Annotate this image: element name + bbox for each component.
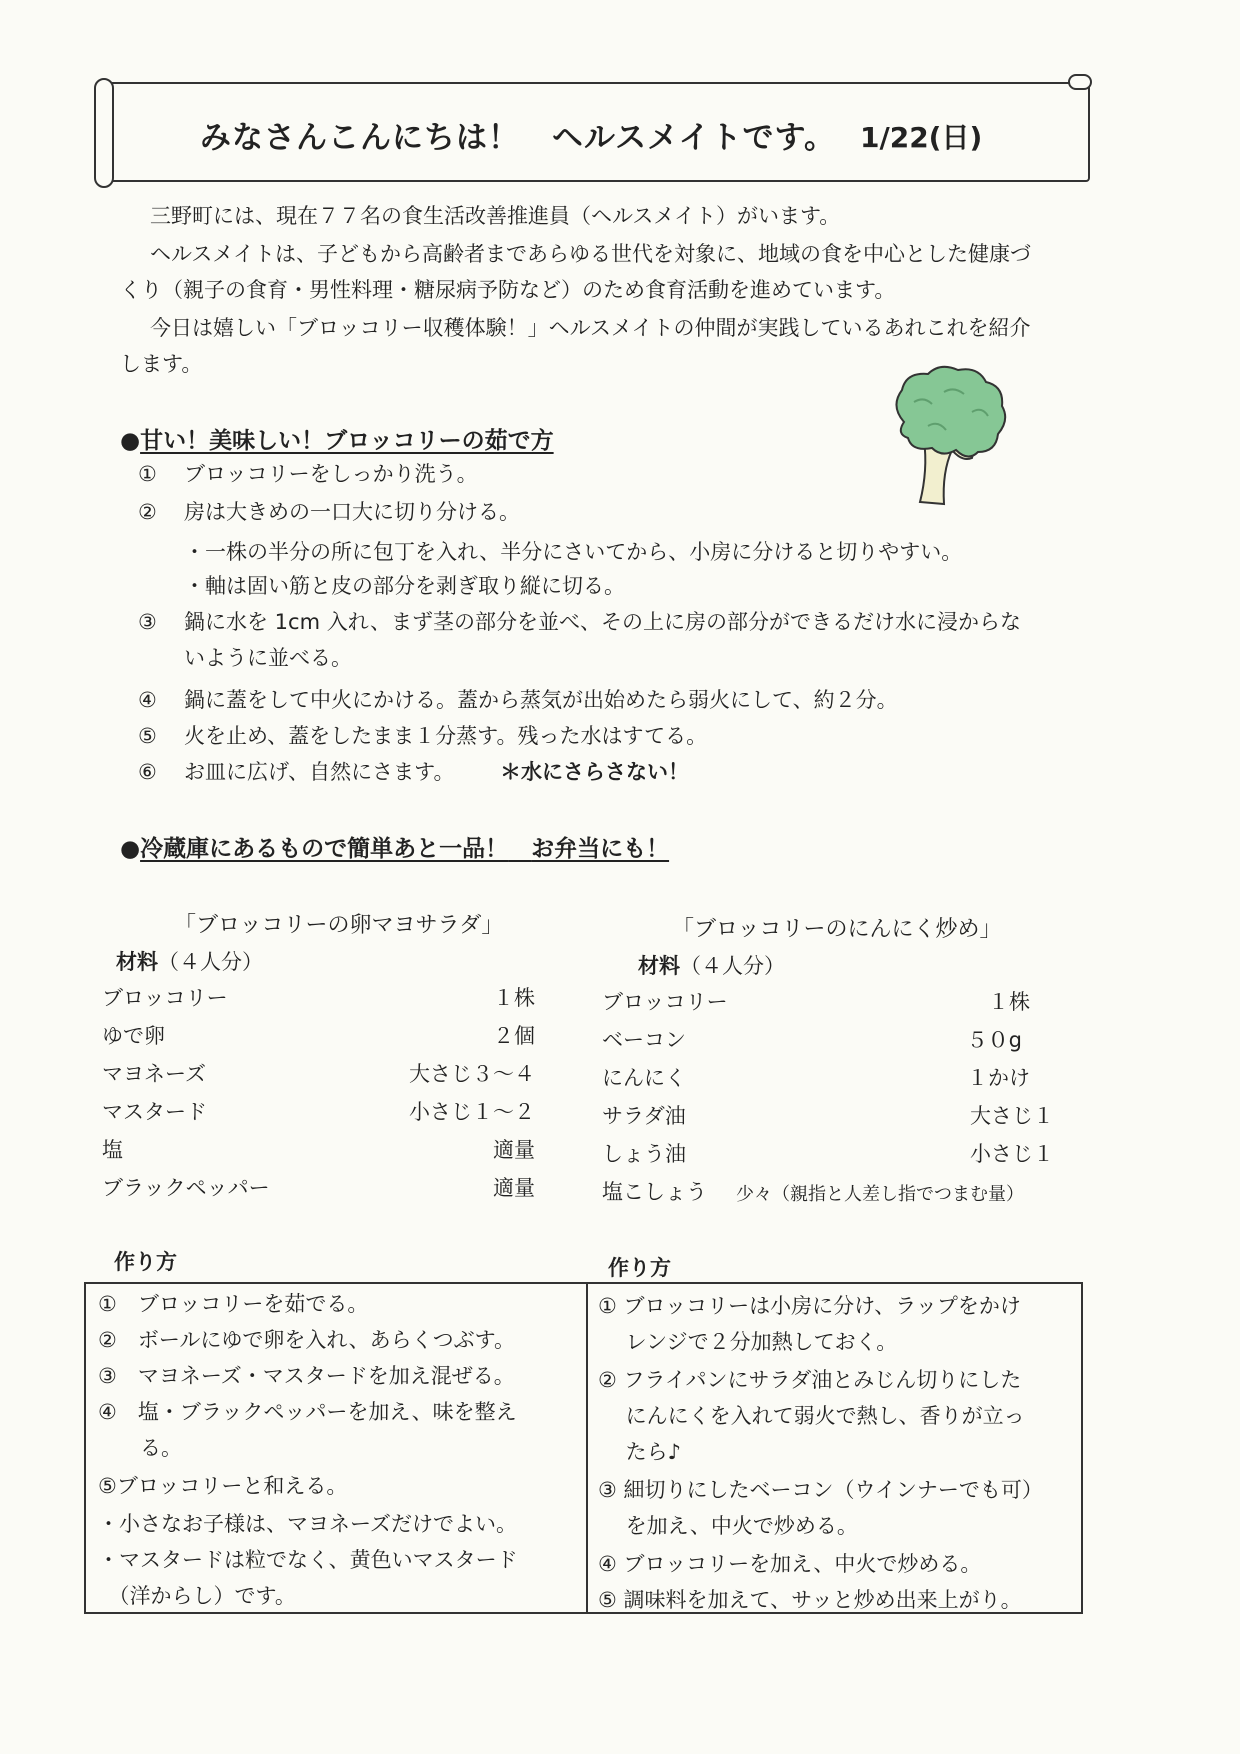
step-subnote: ・一株の半分の所に包丁を入れ、半分にさいてから、小房に分けると切りやすい。 (184, 540, 963, 564)
method-step: ① ブロッコリーは小房に分け、ラップをかけ (598, 1294, 1021, 1318)
method-note: ・小さなお子様は、マヨネーズだけでよい。 (98, 1512, 517, 1536)
step-continuation: いように並べる。 (184, 646, 352, 670)
section-heading-boiling (120, 422, 554, 455)
ingredient-name: ブロッコリー (602, 990, 728, 1014)
method-step: レンジで２分加熱しておく。 (598, 1330, 898, 1354)
ingredient-amount: １株 (493, 986, 535, 1010)
ingredient-amount: 小さじ１ (970, 1142, 1054, 1166)
ingredient-amount: 少々（親指と人差し指でつまむ量） (736, 1184, 1024, 1205)
method-step: ⑤ 調味料を加えて、サッと炒め出来上がり。 (598, 1588, 1022, 1612)
ingredient-name: サラダ油 (602, 1104, 686, 1128)
broccoli-illustration (884, 362, 1014, 512)
intro-line-3: くり（親子の食育・男性料理・糖尿病予防など）のため食育活動を進めています。 (120, 278, 896, 302)
ingredient-amount: １かけ (967, 1066, 1030, 1090)
method-step: ④ 塩・ブラックペッパーを加え、味を整え (98, 1400, 517, 1424)
step-subnote: ・軸は固い筋と皮の部分を剥ぎ取り縦に切る。 (184, 574, 625, 598)
recipe1-ingredients-label: 材料（４人分） (116, 950, 263, 974)
step-item: ① ブロッコリーをしっかり洗う。 (138, 462, 478, 486)
ingredient-name: にんにく (602, 1066, 686, 1090)
method-note: ・マスタードは粒でなく、黄色いマスタード (98, 1548, 518, 1572)
ingredient-amount: ５０g (966, 1028, 1022, 1052)
section-bullet: ● (120, 836, 141, 862)
step-note: ＊水にさらさない！ (500, 760, 689, 784)
intro-line-4: 今日は嬉しい「ブロッコリー収穫体験！」ヘルスメイトの仲間が実践しているあれこれを紹介 (150, 316, 1031, 340)
intro-line-2: ヘルスメイトは、子どもから高齢者まであらゆる世代を対象に、地域の食を中心とした健康づ (150, 242, 1031, 266)
banner-scroll-roll-left (94, 78, 114, 188)
ingredient-amount: １株 (988, 990, 1030, 1014)
broccoli-icon (884, 362, 1014, 512)
section-bullet: ● (120, 428, 141, 454)
ingredient-amount: 小さじ１～２ (409, 1100, 535, 1124)
ingredient-name: 塩こしょう (602, 1180, 707, 1204)
ingredient-name: マスタード (102, 1100, 207, 1124)
page-title: みなさんこんにちは！ ヘルスメイトです。 (200, 120, 836, 156)
ingredient-amount: ２個 (493, 1024, 535, 1048)
ingredient-name: ブロッコリー (102, 986, 228, 1010)
method-step: ③ 細切りにしたベーコン（ウインナーでも可） (598, 1478, 1043, 1502)
recipe2-method-label: 作り方 (608, 1256, 671, 1280)
method-box-divider (586, 1282, 588, 1614)
ingredient-name: マヨネーズ (102, 1062, 206, 1086)
method-step: ⑤ブロッコリーと和える。 (98, 1474, 348, 1498)
recipe1-method-label: 作り方 (114, 1250, 177, 1274)
method-step: を加え、中火で炒める。 (598, 1514, 858, 1538)
ingredient-name: ゆで卵 (102, 1024, 165, 1048)
method-step: ① ブロッコリーを茹でる。 (98, 1292, 369, 1316)
method-step: ④ ブロッコリーを加え、中火で炒める。 (598, 1552, 982, 1576)
method-step: る。 (98, 1436, 182, 1460)
step-item: ④ 鍋に蓋をして中火にかける。蓋から蒸気が出始めたら弱火にして、約２分。 (138, 688, 898, 712)
ingredient-amount: 大さじ３～４ (409, 1062, 535, 1086)
section-heading-sidedish (120, 830, 669, 863)
ingredient-name: 塩 (102, 1138, 123, 1162)
step-item: ② 房は大きめの一口大に切り分ける。 (138, 500, 520, 524)
ingredient-name: ブラックペッパー (102, 1176, 270, 1200)
method-step: ② ボールにゆで卵を入れ、あらくつぶす。 (98, 1328, 515, 1352)
method-step: にんにくを入れて弱火で熱し、香りが立っ (598, 1404, 1025, 1428)
method-step: ② フライパンにサラダ油とみじん切りにした (598, 1368, 1022, 1392)
section-heading-text: 冷蔵庫にあるもので簡単あと一品！ お弁当にも！ (140, 836, 670, 862)
ingredient-amount: 適量 (493, 1176, 535, 1200)
intro-line-1: 三野町には、現在７７名の食生活改善推進員（ヘルスメイト）がいます。 (150, 204, 841, 228)
banner-scroll-roll-right (1068, 74, 1092, 90)
section-heading-text: 甘い！美味しい！ブロッコリーの茹で方 (140, 428, 554, 454)
method-step: ③ マヨネーズ・マスタードを加え混ぜる。 (98, 1364, 515, 1388)
recipe2-ingredients-label: 材料（４人分） (638, 954, 785, 978)
ingredient-amount: 適量 (493, 1138, 535, 1162)
ingredient-name: しょう油 (602, 1142, 686, 1166)
intro-line-5: します。 (120, 352, 203, 376)
recipe1-title: 「ブロッコリーの卵マヨサラダ」 (174, 913, 504, 938)
step-item: ③ 鍋に水を 1cm 入れ、まず茎の部分を並べ、その上に房の部分ができるだけ水に浸からな (138, 610, 1021, 634)
ingredient-amount: 大さじ１ (970, 1104, 1054, 1128)
step-item: ⑤ 火を止め、蓋をしたまま１分蒸す。残った水はすてる。 (138, 724, 708, 748)
method-step: たら♪ (598, 1440, 682, 1464)
step-item: ⑥ お皿に広げ、自然にさます。 (138, 760, 455, 784)
ingredient-name: ベーコン (602, 1028, 686, 1052)
method-note: （洋からし）です。 (98, 1584, 296, 1608)
recipe2-title: 「ブロッコリーのにんにく炒め」 (672, 917, 1002, 942)
page-date: 1/22(日) (860, 121, 983, 154)
